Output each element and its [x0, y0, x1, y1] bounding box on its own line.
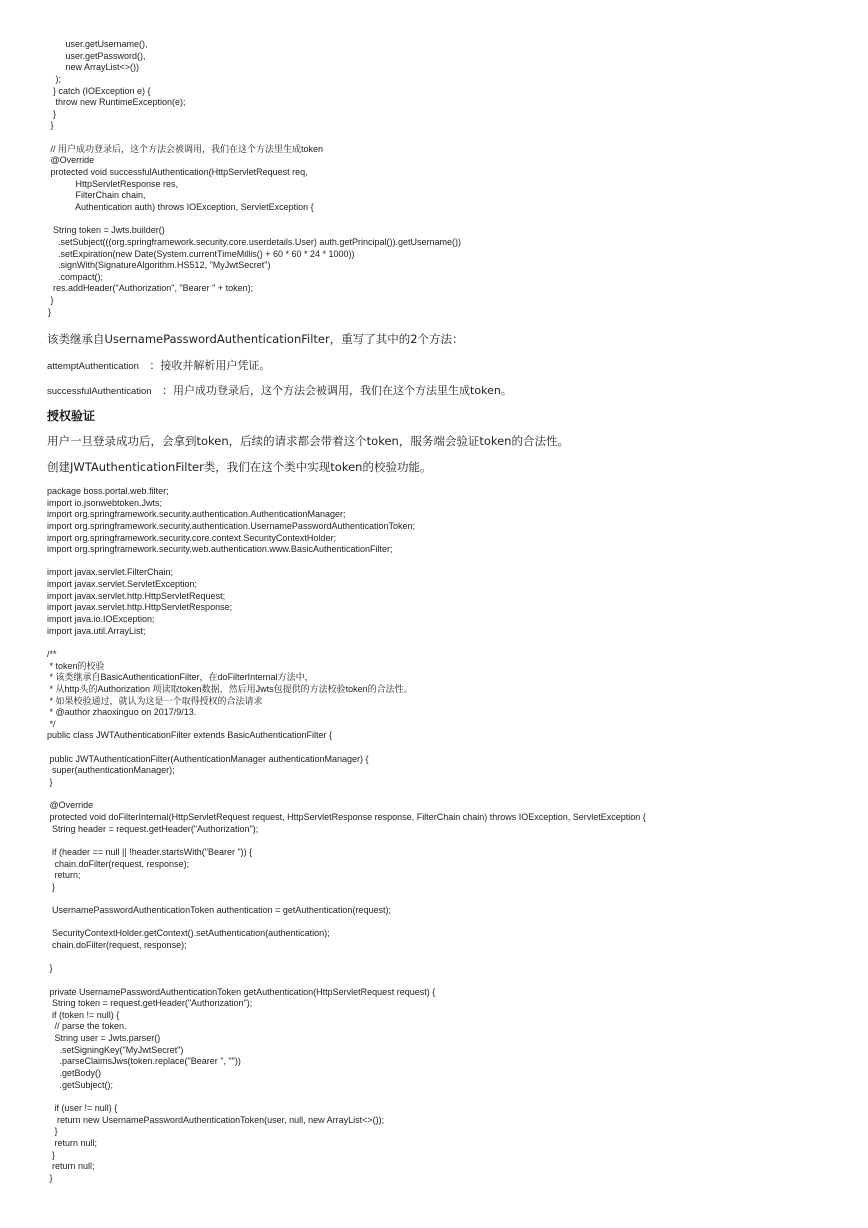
code-line: user.getPassword(), [48, 50, 146, 61]
code-line: return null; [47, 1161, 95, 1172]
definition-term: attemptAuthentication [47, 361, 139, 372]
code-block-jwt-authentication-filter [47, 486, 646, 1184]
code-line: } [47, 1126, 58, 1137]
code-line: .getSubject(); [47, 1079, 114, 1090]
paragraph-token-validation: 用户一旦登录成功后，会拿到token，后续的请求都会带着这个token，服务端会验证token的合法性。 [47, 434, 569, 448]
paragraph-create-filter: 创建JWTAuthenticationFilter类，我们在这个类中实现token的校验功能。 [47, 460, 432, 474]
code-line [47, 975, 646, 987]
code-line: import org.springframework.security.authentication.AuthenticationManager; [47, 509, 346, 520]
code-line [47, 789, 646, 801]
code-line: protected void successfulAuthentication(HttpServletRequest req, [48, 167, 308, 178]
code-line: * 从http头的Authorization 项读取token数据，然后用Jwts包提供的方法校验token的合法性。 [47, 683, 413, 694]
code-line: .setExpiration(new Date(System.currentTimeMillis() + 60 * 60 * 24 * 1000)) [48, 248, 355, 259]
code-line: .setSigningKey("MyJwtSecret") [47, 1044, 184, 1055]
code-line: String token = Jwts.builder() [48, 225, 165, 236]
code-line: } [47, 777, 53, 788]
code-line: String header = request.getHeader("Authorization"); [47, 823, 259, 834]
code-line: .compact(); [48, 271, 104, 282]
code-line: return null; [47, 1137, 98, 1148]
code-line: return; [47, 870, 81, 881]
definition-description: ：用户成功登录后，这个方法会被调用，我们在这个方法里生成token。 [162, 384, 512, 397]
code-block-successful-authentication [48, 39, 461, 318]
code-line: Authentication auth) throws IOException, ServletException { [48, 201, 314, 212]
code-line: chain.doFilter(request, response); [47, 939, 187, 950]
code-line: // parse the token. [47, 1021, 127, 1032]
code-line: import javax.servlet.FilterChain; [47, 567, 174, 578]
code-line: import javax.servlet.ServletException; [47, 579, 198, 590]
code-line: .getBody() [47, 1068, 102, 1079]
code-line: public class JWTAuthenticationFilter extends BasicAuthenticationFilter { [47, 730, 332, 741]
code-line: super(authenticationManager); [47, 765, 175, 776]
code-line: if (token != null) { [47, 1009, 120, 1020]
code-line: protected void doFilterInternal(HttpServletRequest request, HttpServletResponse response, FilterChain chain) throws IOException, ServletException { [47, 811, 646, 822]
code-line: } catch (IOException e) { [48, 85, 151, 96]
code-line: } [48, 306, 52, 317]
code-line: new ArrayList<>()) [48, 62, 140, 73]
code-line [47, 917, 646, 929]
code-line: FilterChain chain, [48, 190, 146, 201]
code-line: HttpServletResponse res, [48, 178, 179, 189]
code-line: UsernamePasswordAuthenticationToken authentication = getAuthentication(request); [47, 905, 391, 916]
code-line: chain.doFilter(request, response); [47, 858, 190, 869]
definition-description: ：接收并解析用户凭证。 [149, 359, 271, 372]
code-line: if (user != null) { [47, 1102, 118, 1113]
code-line: /** [47, 648, 57, 659]
code-line: import org.springframework.security.web.authentication.www.BasicAuthenticationFilter; [47, 544, 393, 555]
code-line: import org.springframework.security.core.context.SecurityContextHolder; [47, 532, 336, 543]
code-line: } [48, 295, 54, 306]
code-line [47, 742, 646, 754]
code-line: if (header == null || !header.startsWith("Bearer ")) { [47, 846, 253, 857]
code-line: } [47, 1149, 56, 1160]
code-line: .signWith(SignatureAlgorithm.HS512, "MyJwtSecret") [48, 260, 271, 271]
definition-successful-authentication [47, 382, 512, 398]
code-line [47, 1091, 646, 1103]
definition-term: successfulAuthentication [47, 386, 152, 397]
code-line [47, 893, 646, 905]
code-line [48, 132, 461, 144]
code-line: @Override [48, 155, 95, 166]
code-line: } [47, 1172, 53, 1183]
section-heading: 授权验证 [47, 409, 96, 423]
code-line [47, 952, 646, 964]
code-line: } [48, 120, 54, 131]
code-line: * token的校验 [47, 660, 105, 671]
code-line: } [48, 108, 57, 119]
code-line: package boss.portal.web.filter; [47, 486, 169, 496]
code-line: } [47, 881, 56, 892]
code-line: * @author zhaoxinguo on 2017/9/13. [47, 707, 197, 718]
code-line: import javax.servlet.http.HttpServletRequest; [47, 590, 226, 601]
code-line: return new UsernamePasswordAuthenticationToken(user, null, new ArrayList<>()); [47, 1114, 385, 1125]
code-line: .setSubject(((org.springframework.security.core.userdetails.User) auth.getPrincipal()).getUsername()) [48, 236, 461, 247]
code-line: import org.springframework.security.authentication.UsernamePasswordAuthenticationToken; [47, 520, 416, 531]
code-line: import java.util.ArrayList; [47, 625, 146, 636]
code-line: throw new RuntimeException(e); [48, 97, 186, 108]
definition-attempt-authentication [47, 357, 270, 373]
code-line: // 用户成功登录后，这个方法会被调用，我们在这个方法里生成token [48, 143, 324, 154]
code-line: } [47, 963, 53, 974]
code-line: private UsernamePasswordAuthenticationToken getAuthentication(HttpServletRequest request) { [47, 986, 436, 997]
code-line: .parseClaimsJws(token.replace("Bearer ", "")) [47, 1056, 241, 1067]
code-line [47, 556, 646, 568]
code-line: ); [48, 73, 61, 84]
code-line: String user = Jwts.parser() [47, 1033, 161, 1044]
code-line: SecurityContextHolder.getContext().setAuthentication(authentication); [47, 928, 330, 939]
code-line: res.addHeader("Authorization", "Bearer " + token); [48, 283, 254, 294]
code-line: * 该类继承自BasicAuthenticationFilter，在doFilterInternal方法中， [47, 672, 314, 683]
code-line: @Override [47, 800, 94, 811]
code-line [47, 637, 646, 649]
code-line [48, 214, 461, 226]
code-line: String token = request.getHeader("Authorization"); [47, 998, 253, 1009]
code-line: import io.jsonwebtoken.Jwts; [47, 497, 163, 508]
code-line: import javax.servlet.http.HttpServletResponse; [47, 602, 233, 613]
code-line [47, 835, 646, 847]
code-line: user.getUsername(), [48, 39, 148, 49]
code-line: import java.io.IOException; [47, 614, 155, 625]
code-line: * 如果校验通过，就认为这是一个取得授权的合法请求 [47, 695, 263, 706]
code-line: */ [47, 718, 56, 729]
code-line: public JWTAuthenticationFilter(AuthenticationManager authenticationManager) { [47, 753, 369, 764]
summary-paragraph: 该类继承自UsernamePasswordAuthenticationFilter，重写了其中的2个方法： [47, 332, 464, 346]
